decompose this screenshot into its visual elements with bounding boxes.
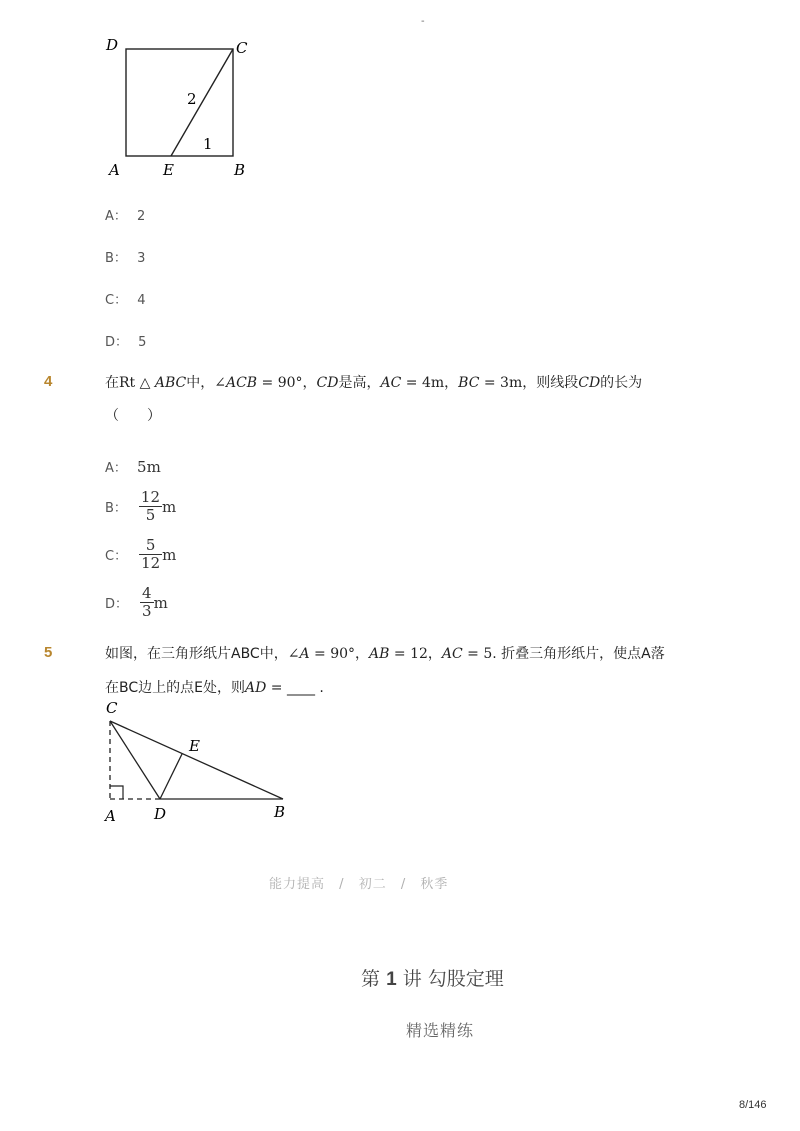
fraction-numerator: 5: [139, 537, 162, 555]
option-label: D：: [105, 335, 129, 350]
q3-option-a[interactable]: [105, 205, 145, 224]
q5-text-2: ，: [355, 646, 370, 662]
option-value: 4: [137, 293, 146, 308]
option-label: A：: [105, 461, 127, 476]
question-number-4: 4: [44, 373, 53, 390]
q3-option-d[interactable]: [105, 331, 146, 350]
option-value: 3: [137, 251, 146, 266]
q5-ab: AB: [369, 646, 390, 662]
course-meta: [269, 873, 448, 892]
option-unit: m: [162, 497, 177, 516]
lecture-name: 讲 勾股定理: [402, 968, 504, 990]
q4-text-2: 中，: [186, 375, 215, 391]
q4-option-d[interactable]: [105, 585, 168, 620]
q4-option-c[interactable]: [105, 537, 176, 572]
label-b: B: [234, 161, 246, 179]
q5-ad-eq: =: [266, 680, 287, 696]
lecture-title: [361, 964, 504, 991]
q4-text-7: 的长为: [600, 375, 643, 391]
answer-blank[interactable]: ____: [286, 680, 315, 696]
fraction: [140, 585, 154, 620]
q4-ac-value: = 4m: [401, 375, 445, 391]
label-2: 2: [187, 90, 197, 108]
q5-text-1: 如图，在三角形纸片ABC中，: [105, 646, 288, 662]
lecture-number: 1: [386, 969, 397, 990]
meta-season: 秋季: [420, 877, 449, 892]
fraction: [139, 537, 162, 572]
option-label: D：: [105, 597, 129, 612]
square-figure: [100, 30, 270, 190]
option-unit: m: [153, 593, 168, 612]
q4-triangle-symbol: △: [139, 375, 151, 391]
option-label: C：: [105, 549, 128, 564]
fraction-numerator: 4: [142, 584, 152, 602]
q3-option-b[interactable]: [105, 247, 145, 266]
question-4-text: [105, 372, 642, 392]
q4-acb: ACB: [225, 375, 258, 391]
label-1: 1: [203, 135, 213, 153]
q5-text-3: ，: [427, 646, 442, 662]
option-value: 5: [138, 335, 147, 350]
top-mark: -: [421, 16, 425, 27]
q5-ad: AD: [244, 680, 267, 696]
label-d: D: [154, 805, 167, 823]
q5-angle-symbol: ∠: [287, 646, 300, 662]
question-5-text-line2: [105, 677, 324, 697]
label-a: A: [109, 161, 120, 179]
q4-eq90: = 90°: [257, 375, 303, 391]
triangle-figure: [100, 695, 300, 830]
label-e: E: [163, 161, 174, 179]
label-c: C: [236, 39, 248, 57]
q4-text-4: 是高，: [338, 375, 381, 391]
q4-text-1: 在: [105, 375, 119, 391]
option-label: A：: [105, 209, 127, 224]
option-unit: m: [162, 545, 177, 564]
q4-bc: BC: [458, 375, 480, 391]
q5-text-4: . 折叠三角形纸片，使点A落: [492, 646, 665, 662]
option-value: 5m: [137, 458, 161, 476]
option-label: B：: [105, 251, 127, 266]
page-number: 8/146: [739, 1099, 767, 1111]
q5-text-end: .: [314, 680, 324, 696]
label-b: B: [274, 803, 286, 821]
q4-option-a[interactable]: [105, 457, 161, 476]
label-c: C: [106, 699, 118, 717]
label-d: D: [106, 36, 119, 54]
question-number-5: 5: [44, 644, 53, 661]
fraction-denominator: 3: [142, 602, 152, 620]
q4-text-3: ，: [302, 375, 317, 391]
q5-a: A: [299, 646, 310, 662]
meta-level: 能力提高: [269, 877, 326, 892]
q4-text-5: ，: [444, 375, 459, 391]
lecture-prefix: 第: [361, 968, 381, 990]
q5-eq90: = 90°: [309, 646, 356, 662]
meta-separator: /: [339, 877, 345, 892]
q4-option-b[interactable]: [105, 489, 176, 524]
q5-ab-value: = 12: [389, 646, 428, 662]
q4-rt: Rt: [119, 375, 136, 391]
label-e: E: [189, 737, 200, 755]
section-title: 精选精练: [406, 1021, 475, 1040]
option-label: C：: [105, 293, 128, 308]
q4-text-6: ，则线段: [522, 375, 579, 391]
option-value: 2: [137, 209, 146, 224]
q4-angle-symbol: ∠: [214, 375, 226, 391]
q4-bc-value: = 3m: [479, 375, 523, 391]
q5-text-5: 在BC边上的点E处，则: [105, 680, 245, 696]
question-5-text: [105, 643, 665, 663]
meta-grade: 初二: [358, 877, 387, 892]
q4-cd: CD: [316, 375, 339, 391]
segment-cb: [110, 721, 283, 799]
question-4-paren: （ ）: [105, 408, 161, 424]
meta-separator: /: [400, 877, 407, 892]
q4-cd-2: CD: [578, 375, 601, 391]
fraction: [139, 489, 162, 524]
fraction-denominator: 5: [145, 506, 156, 524]
segment-de: [160, 754, 182, 799]
q5-ac: AC: [441, 646, 463, 662]
q3-option-c[interactable]: [105, 289, 146, 308]
q5-ac-value: = 5: [462, 646, 493, 662]
fraction-numerator: 12: [140, 488, 161, 506]
label-a: A: [105, 807, 116, 825]
q4-abc: ABC: [154, 375, 187, 391]
fraction-denominator: 12: [141, 554, 161, 572]
q4-ac: AC: [380, 375, 402, 391]
right-angle-mark: [110, 786, 123, 799]
option-label: B：: [105, 501, 127, 516]
segment-ec: [171, 49, 233, 156]
